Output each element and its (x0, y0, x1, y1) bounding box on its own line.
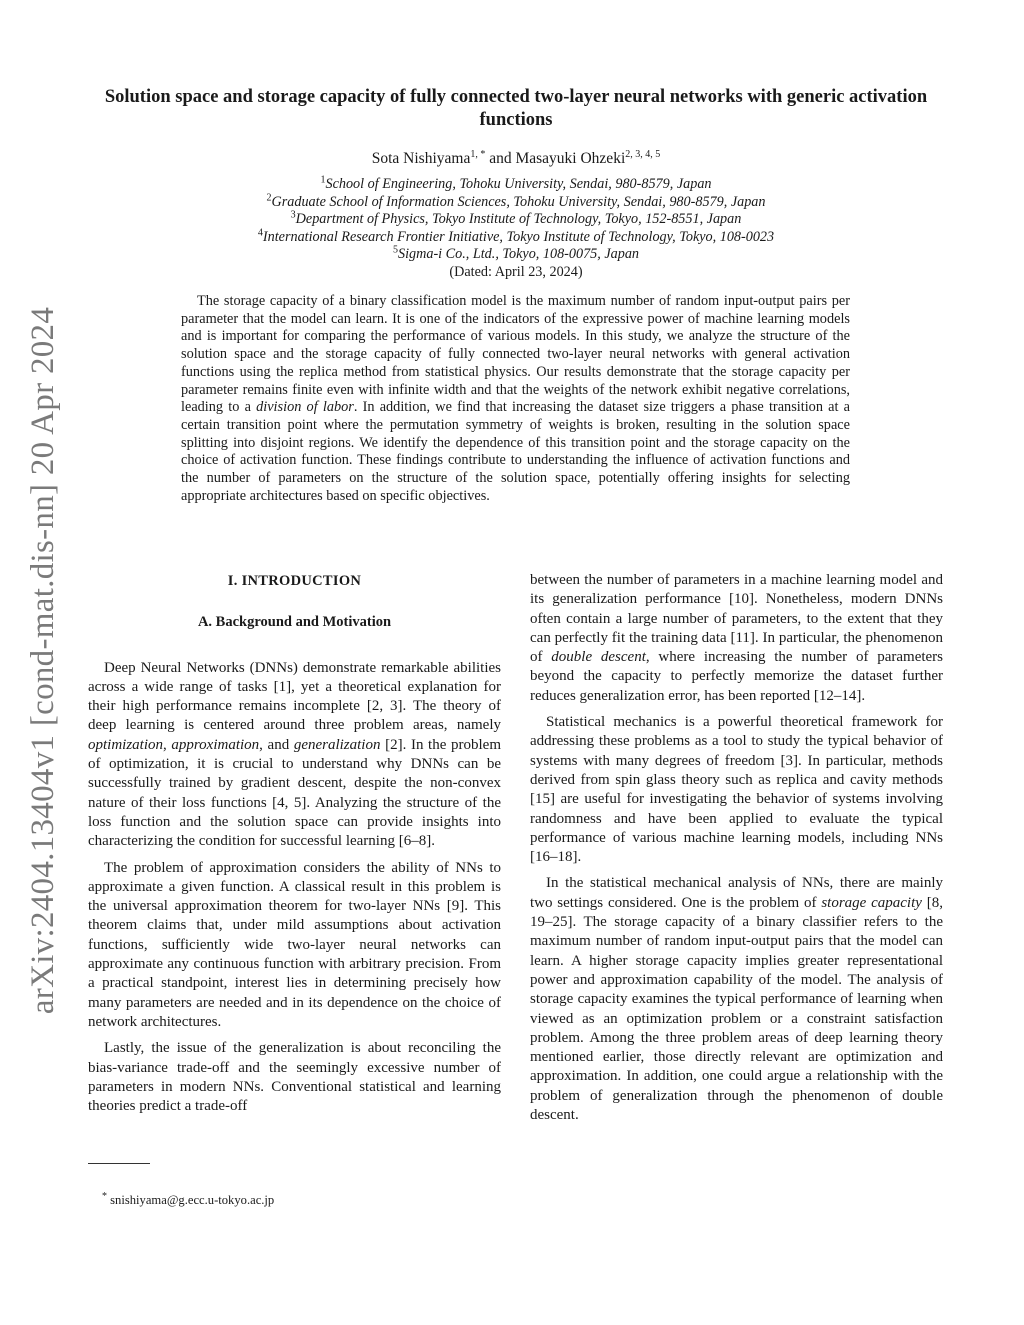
text-run: , (163, 736, 172, 753)
affiliation-mark: 5 (392, 244, 398, 256)
left-paragraph-3: Lastly, the issue of the generalization is about reconciling the bias-variance trade-off and the seemingly excessive number of parameters in modern NNs. Conventional statistical and learning theories predict a trade-off (88, 1040, 501, 1115)
affiliation-5 (82, 246, 950, 264)
affiliation-text: Department of Physics, Tokyo Institute of Technology, Tokyo, 152-8551, Japan (295, 211, 742, 228)
abstract (181, 293, 850, 505)
left-column (88, 570, 501, 1123)
emphasis-generalization: generalization (293, 736, 381, 753)
author-2-affil-marks: 2, 3, 4, 5 (625, 148, 661, 160)
affiliation-mark: 4 (257, 227, 263, 239)
text-run: In the statistical mechanical analysis of NNs, there are mainly two settings considered. One is the problem of (530, 875, 943, 911)
abstract-text-2: . In addition, we find that increasing the dataset size triggers a phase transition at a certain transition point where the permutation symmetry of weights is broken, resulting in the solution space splitting into disjoint regions. We identify the dependence of this transition point and the storage capacity on the choice of activation function. These findings contribute to understanding the influence of activation functions and the number of parameters on the structure of the solution space, potentially offering insights for selecting appropriate architectures based on specific objectives. (181, 399, 850, 504)
text-run: [2]. In the problem of optimization, it is crucial to understand why DNNs can be successfully trained by gradient descent, despite the non-convex nature of their loss functions [4, 5]. Analyzing the structure of the loss function and the solution space can provide insights into characterizing the condition for successful learning [6–8]. (88, 736, 501, 850)
footnote-mark: * (102, 1190, 107, 1202)
author-connector: and (485, 150, 516, 167)
right-paragraph-3 (530, 874, 943, 1125)
left-paragraph-1 (88, 659, 501, 852)
affiliation-text: Sigma-i Co., Ltd., Tokyo, 108-0075, Japan (397, 246, 640, 263)
affiliation-3 (82, 211, 950, 229)
abstract-emphasis: division of labor (256, 399, 354, 416)
affiliation-mark: 3 (290, 209, 296, 221)
affiliation-mark: 1 (320, 174, 326, 186)
affiliation-text: International Research Frontier Initiative, Tokyo Institute of Technology, Tokyo, 108-0023 (262, 228, 775, 245)
emphasis-double-descent: double descent (551, 649, 646, 666)
affiliation-4 (82, 229, 950, 247)
text-run: , and (259, 736, 294, 753)
affiliation-2 (82, 191, 950, 212)
affiliation-text: School of Engineering, Tohoku University, Sendai, 980-8579, Japan (325, 176, 712, 192)
footnote (88, 1190, 501, 1208)
left-paragraph-2: The problem of approximation considers the ability of NNs to approximate a given function. A classical result in this problem is the universal approximation theorem for two-layer NNs [9]. This theorem claims that, under mild assumptions about activation functions, sufficiently wide two-layer neural networks can approximate any continuous function with arbitrary precision. From a practical standpoint, interest lies in determining precisely how many parameters are needed and in its dependence on the choice of network architectures. (88, 859, 501, 1030)
author-line (82, 150, 950, 168)
text-run: Deep Neural Networks (DNNs) demonstrate remarkable abilities across a wide range of tasks [1], yet a theoretical explanation for their high performance remains incomplete [2, 3]. The theory of deep learning is centered around three problem areas, namely (88, 659, 501, 734)
text-run: between the number of parameters in a machine learning model and its generalization performance [10]. Nonetheless, modern DNNs often contain a large number of parameters, to the extent that they can perfectly fit the training data [11]. In particular, the phenomenon of (530, 572, 943, 666)
author-1-name: Sota Nishiyama (371, 150, 471, 167)
dated-line: (Dated: April 23, 2024) (449, 263, 583, 280)
text-run: [8, 19–25]. The storage capacity of a binary classifier refers to the maximum number of random input-output pairs that the model can learn. A higher storage capacity implies greater representational power and approximation capability of the model. The analysis of storage capacity examines the typical performance of learning when viewed as an optimization problem or a constraint satisfaction problem. Among the three problem areas of deep learning theory mentioned earlier, those directly relevant are optimization and approximation. In addition, one could argue a relationship with the problem of generalization through the phenomenon of double descent. (530, 894, 943, 1124)
right-paragraph-1 (530, 571, 943, 706)
abstract-text-1: The storage capacity of a binary classification model is the maximum number of random input-output pairs per parameter that the model can learn. It is one of the indicators of the expressive power of machine learning models and is important for comparing the performance of various models. In this study, we analyze the structure of the solution space and the storage capacity of fully connected two-layer neural networks with general activation functions using the replica method from statistical physics. Our results demonstrate that the storage capacity per parameter remains finite even with infinite width and that the weights of the network exhibit negative correlations, leading to a (181, 293, 850, 416)
right-paragraph-2: Statistical mechanics is a powerful theoretical framework for addressing these problems as a tool to study the typical behavior of systems with many degrees of freedom [3]. In particular, methods derived from spin glass theory such as replica and cavity methods [15] are useful for investigating the behavior of systems involving randomness and have been applied to evaluate the typical performance of various machine learning models, including NNs [16–18]. (530, 714, 943, 866)
footnote-email: snishiyama@g.ecc.u-tokyo.ac.jp (107, 1193, 275, 1207)
affiliation-mark: 2 (266, 191, 272, 203)
arxiv-identifier-margin (14, 290, 74, 1030)
author-2-name: Masayuki Ohzeki (515, 150, 626, 167)
footnote-rule (88, 1163, 150, 1164)
right-column (530, 571, 943, 1132)
affiliations (82, 176, 950, 282)
affiliation-1 (82, 176, 950, 194)
emphasis-optimization: optimization (88, 736, 164, 753)
paper-title: Solution space and storage capacity of fully connected two-layer neural networks with generic activation functions (104, 87, 928, 130)
emphasis-approximation: approximation (171, 736, 260, 753)
affiliation-text: Graduate School of Information Sciences, Tohoku University, Sendai, 980-8579, Japan (271, 193, 766, 210)
subsection-heading: A. Background and Motivation (197, 614, 392, 631)
text-run: , where increasing the number of parameters beyond the capacity to perfectly memorize the dataset further reduces generalization error, has been reported [12–14]. (530, 649, 944, 704)
emphasis-storage-capacity: storage capacity (821, 894, 922, 911)
arxiv-identifier: arXiv:2404.13404v1 [cond-mat.dis-nn] 20 Apr 2024 (25, 306, 62, 1014)
author-1-affil-marks: 1, * (470, 148, 486, 160)
section-heading: I. INTRODUCTION (227, 573, 362, 589)
